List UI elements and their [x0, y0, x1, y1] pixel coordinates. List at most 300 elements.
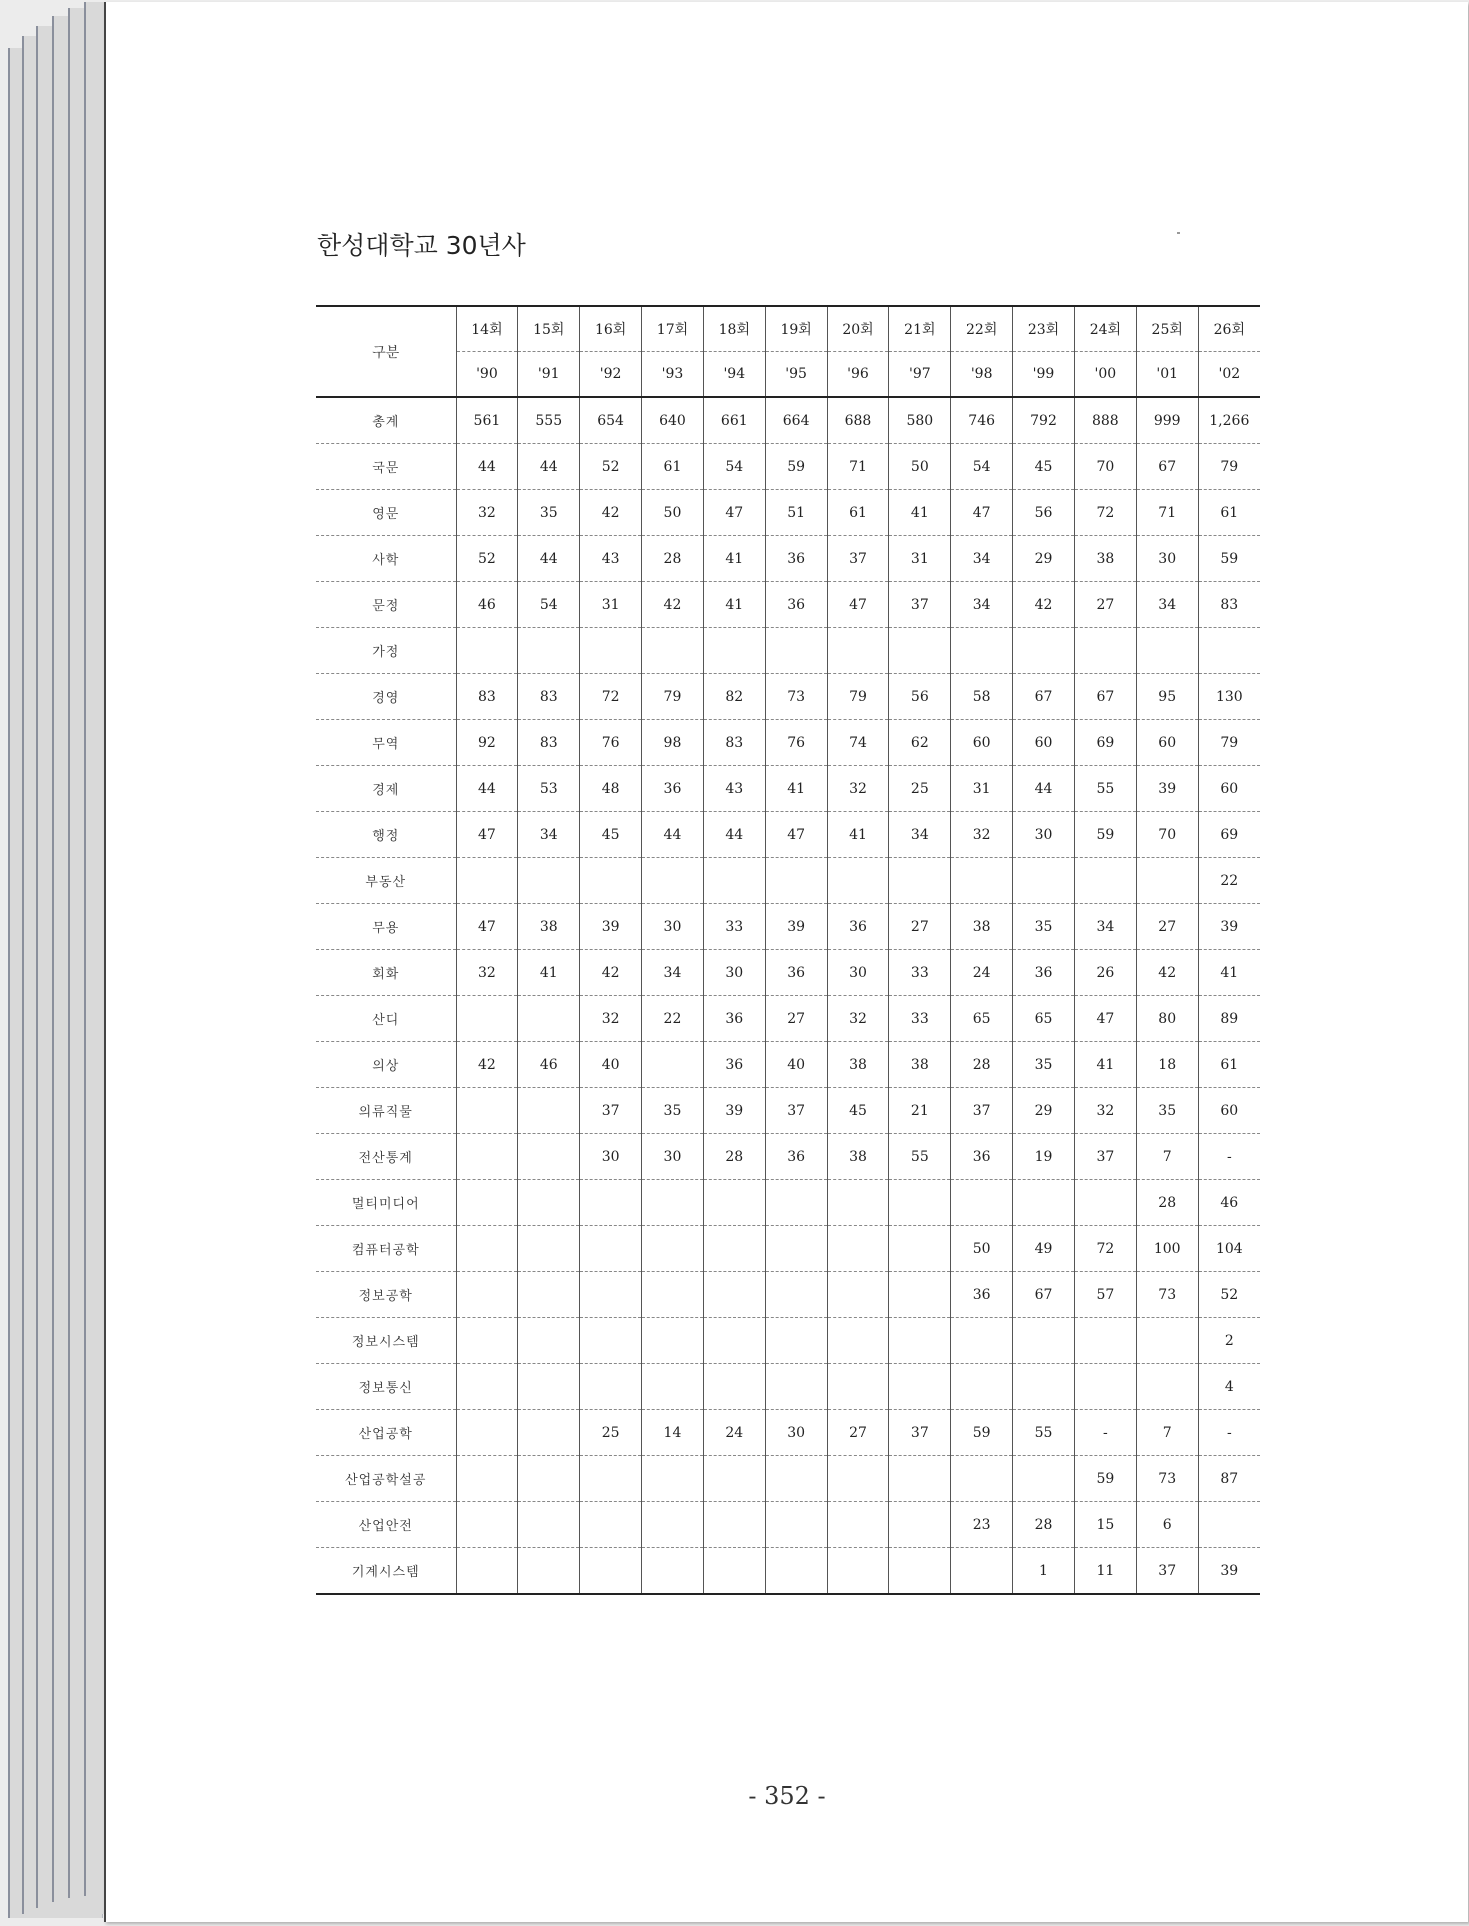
row-label: 무역: [316, 720, 456, 766]
table-cell: 60: [1136, 720, 1198, 766]
year-header: '98: [951, 352, 1013, 398]
table-row: [316, 950, 1260, 996]
table-cell: 28: [951, 1042, 1013, 1088]
table-cell: 33: [889, 950, 951, 996]
table-cell: 28: [703, 1134, 765, 1180]
table-cell: 76: [580, 720, 642, 766]
table-cell: 35: [1013, 1042, 1075, 1088]
table-cell: 38: [1074, 536, 1136, 582]
table-cell: [1198, 628, 1260, 674]
table-cell: 71: [1136, 490, 1198, 536]
table-cell: [518, 1134, 580, 1180]
row-label: 기계시스템: [316, 1548, 456, 1595]
table-cell: 41: [518, 950, 580, 996]
table-cell: [456, 628, 518, 674]
table-cell: [1013, 1180, 1075, 1226]
table-cell: [889, 628, 951, 674]
table-cell: 45: [580, 812, 642, 858]
session-header: 25회: [1136, 306, 1198, 352]
table-cell: [580, 1502, 642, 1548]
table-cell: [1074, 1364, 1136, 1410]
table-cell: 57: [1074, 1272, 1136, 1318]
table-cell: 69: [1198, 812, 1260, 858]
table-cell: [703, 1456, 765, 1502]
table-cell: 7: [1136, 1410, 1198, 1456]
table-cell: [642, 1318, 704, 1364]
row-label: 의류직물: [316, 1088, 456, 1134]
table-cell: [642, 858, 704, 904]
table-cell: 654: [580, 397, 642, 444]
table-cell: 22: [1198, 858, 1260, 904]
table-cell: [1074, 628, 1136, 674]
table-cell: 59: [1074, 812, 1136, 858]
table-cell: 33: [703, 904, 765, 950]
table-cell: [889, 1226, 951, 1272]
table-cell: [456, 1364, 518, 1410]
table-cell: 60: [1013, 720, 1075, 766]
running-title: 한성대학교 30년사: [317, 231, 526, 260]
table-cell: [580, 1548, 642, 1595]
table-cell: 28: [642, 536, 704, 582]
row-label: 부동산: [316, 858, 456, 904]
table-cell: 27: [765, 996, 827, 1042]
table-cell: [580, 1226, 642, 1272]
session-header: 24회: [1074, 306, 1136, 352]
table-row: [316, 674, 1260, 720]
row-label: 멀티미디어: [316, 1180, 456, 1226]
table-cell: [765, 1180, 827, 1226]
table-cell: 44: [1013, 766, 1075, 812]
row-label: 경제: [316, 766, 456, 812]
table-cell: [951, 858, 1013, 904]
table-cell: [1136, 1364, 1198, 1410]
table-cell: [1074, 1318, 1136, 1364]
table-cell: 59: [765, 444, 827, 490]
table-cell: 36: [642, 766, 704, 812]
table-cell: 62: [889, 720, 951, 766]
table-cell: [518, 1088, 580, 1134]
table-cell: [1013, 858, 1075, 904]
table-cell: 38: [827, 1134, 889, 1180]
year-header: '97: [889, 352, 951, 398]
table-cell: 83: [1198, 582, 1260, 628]
table-cell: 41: [889, 490, 951, 536]
table-cell: 39: [580, 904, 642, 950]
table-cell: [642, 1180, 704, 1226]
table-cell: 47: [765, 812, 827, 858]
row-label: 정보공학: [316, 1272, 456, 1318]
table-cell: [456, 1226, 518, 1272]
table-row: [316, 628, 1260, 674]
table-cell: 59: [1198, 536, 1260, 582]
table-cell: 37: [1074, 1134, 1136, 1180]
table-cell: 37: [1136, 1548, 1198, 1595]
table-cell: 42: [580, 490, 642, 536]
table-cell: 30: [827, 950, 889, 996]
year-header: '95: [765, 352, 827, 398]
table-cell: [827, 1272, 889, 1318]
table-cell: [827, 1180, 889, 1226]
table-cell: 27: [1136, 904, 1198, 950]
table-cell: 25: [580, 1410, 642, 1456]
table-cell: 48: [580, 766, 642, 812]
table-cell: 999: [1136, 397, 1198, 444]
table-cell: 83: [518, 674, 580, 720]
table-cell: [456, 1272, 518, 1318]
table-cell: 40: [580, 1042, 642, 1088]
row-label: 영문: [316, 490, 456, 536]
row-label: 사학: [316, 536, 456, 582]
table-cell: 36: [951, 1134, 1013, 1180]
table-cell: 45: [1013, 444, 1075, 490]
table-cell: [580, 628, 642, 674]
row-label: 산업공학: [316, 1410, 456, 1456]
table-cell: 55: [889, 1134, 951, 1180]
table-cell: 746: [951, 397, 1013, 444]
table-cell: [889, 1502, 951, 1548]
session-header: 20회: [827, 306, 889, 352]
table-cell: [518, 1272, 580, 1318]
table-cell: 38: [889, 1042, 951, 1088]
row-label: 산업안전: [316, 1502, 456, 1548]
table-cell: [827, 1502, 889, 1548]
table-cell: 40: [765, 1042, 827, 1088]
table-cell: 61: [827, 490, 889, 536]
table-cell: 50: [951, 1226, 1013, 1272]
table-cell: 65: [1013, 996, 1075, 1042]
row-label: 의상: [316, 1042, 456, 1088]
table-row: [316, 1318, 1260, 1364]
table-cell: [456, 996, 518, 1042]
table-cell: 22: [642, 996, 704, 1042]
table-cell: 60: [1198, 1088, 1260, 1134]
table-cell: 2: [1198, 1318, 1260, 1364]
table-cell: [642, 1042, 704, 1088]
table-row: [316, 1088, 1260, 1134]
table-cell: 661: [703, 397, 765, 444]
table-cell: [518, 1364, 580, 1410]
table-cell: [703, 858, 765, 904]
table-cell: 47: [1074, 996, 1136, 1042]
table-cell: [642, 628, 704, 674]
table-cell: 72: [1074, 490, 1136, 536]
table-cell: 74: [827, 720, 889, 766]
table-cell: 32: [951, 812, 1013, 858]
table-cell: [827, 628, 889, 674]
table-cell: [889, 1456, 951, 1502]
table-cell: 82: [703, 674, 765, 720]
table-cell: 1,266: [1198, 397, 1260, 444]
table-cell: 53: [518, 766, 580, 812]
table-cell: 36: [951, 1272, 1013, 1318]
table-cell: 39: [1198, 904, 1260, 950]
table-cell: [1013, 1318, 1075, 1364]
table-cell: 73: [765, 674, 827, 720]
table-cell: 11: [1074, 1548, 1136, 1595]
table-cell: 36: [827, 904, 889, 950]
table-cell: [642, 1548, 704, 1595]
table-row: [316, 904, 1260, 950]
session-header-row: [316, 306, 1260, 352]
table-cell: 56: [889, 674, 951, 720]
table-cell: 71: [827, 444, 889, 490]
year-header: '92: [580, 352, 642, 398]
table-cell: 35: [1013, 904, 1075, 950]
table-cell: [1136, 1318, 1198, 1364]
row-label: 총계: [316, 397, 456, 444]
table-cell: 67: [1013, 1272, 1075, 1318]
table-cell: 36: [703, 1042, 765, 1088]
table-cell: [765, 1456, 827, 1502]
table-cell: 87: [1198, 1456, 1260, 1502]
table-cell: 24: [703, 1410, 765, 1456]
table-cell: 34: [1074, 904, 1136, 950]
table-cell: [703, 1548, 765, 1595]
table-cell: 83: [456, 674, 518, 720]
table-cell: 664: [765, 397, 827, 444]
table-cell: 83: [703, 720, 765, 766]
table-cell: 39: [765, 904, 827, 950]
table-cell: [951, 1548, 1013, 1595]
table-cell: 60: [1198, 766, 1260, 812]
table-cell: -: [1074, 1410, 1136, 1456]
row-label: 산디: [316, 996, 456, 1042]
table-cell: 45: [827, 1088, 889, 1134]
table-cell: 55: [1013, 1410, 1075, 1456]
table-cell: 6: [1136, 1502, 1198, 1548]
table-cell: 73: [1136, 1272, 1198, 1318]
table-cell: [703, 1364, 765, 1410]
table-cell: -: [1198, 1134, 1260, 1180]
table-cell: 51: [765, 490, 827, 536]
table-row: [316, 1548, 1260, 1595]
table-body: [316, 397, 1260, 1594]
row-label: 정보시스템: [316, 1318, 456, 1364]
table-cell: 30: [703, 950, 765, 996]
table-cell: 79: [827, 674, 889, 720]
table-cell: [456, 1456, 518, 1502]
table-cell: [1013, 628, 1075, 674]
table-cell: 41: [1198, 950, 1260, 996]
table-cell: 35: [1136, 1088, 1198, 1134]
table-cell: 67: [1013, 674, 1075, 720]
table-cell: 39: [1136, 766, 1198, 812]
session-header: 26회: [1198, 306, 1260, 352]
table-cell: 555: [518, 397, 580, 444]
table-cell: 67: [1074, 674, 1136, 720]
table-cell: [827, 1226, 889, 1272]
table-cell: 30: [1136, 536, 1198, 582]
table-cell: 73: [1136, 1456, 1198, 1502]
session-header: 22회: [951, 306, 1013, 352]
table-cell: [518, 1226, 580, 1272]
table-row: [316, 720, 1260, 766]
table-cell: [456, 1134, 518, 1180]
table-row: [316, 1364, 1260, 1410]
table-cell: 55: [1074, 766, 1136, 812]
table-cell: 14: [642, 1410, 704, 1456]
table-cell: 7: [1136, 1134, 1198, 1180]
table-row: [316, 1134, 1260, 1180]
table-cell: 41: [827, 812, 889, 858]
table-cell: [703, 1318, 765, 1364]
year-header: '91: [518, 352, 580, 398]
table-cell: 65: [951, 996, 1013, 1042]
session-header: 18회: [703, 306, 765, 352]
table-cell: 36: [765, 536, 827, 582]
table-cell: [518, 1410, 580, 1456]
row-label: 행정: [316, 812, 456, 858]
table-cell: 52: [580, 444, 642, 490]
table-cell: [765, 1226, 827, 1272]
table-cell: 19: [1013, 1134, 1075, 1180]
year-header: '94: [703, 352, 765, 398]
table-cell: 30: [642, 1134, 704, 1180]
table-cell: [951, 1364, 1013, 1410]
table-cell: [518, 628, 580, 674]
table-cell: 47: [827, 582, 889, 628]
table-cell: 32: [827, 766, 889, 812]
table-cell: 72: [1074, 1226, 1136, 1272]
table-cell: [765, 1318, 827, 1364]
table-cell: 18: [1136, 1042, 1198, 1088]
table-cell: 4: [1198, 1364, 1260, 1410]
table-cell: 42: [1013, 582, 1075, 628]
corner-label: 구분: [316, 306, 456, 397]
row-label: 정보통신: [316, 1364, 456, 1410]
table-cell: 130: [1198, 674, 1260, 720]
table-cell: [456, 1318, 518, 1364]
table-cell: 70: [1136, 812, 1198, 858]
table-cell: 79: [1198, 720, 1260, 766]
table-cell: [456, 1088, 518, 1134]
table-cell: 30: [642, 904, 704, 950]
table-row: [316, 1410, 1260, 1456]
table-cell: [827, 1364, 889, 1410]
table-cell: 31: [951, 766, 1013, 812]
table-cell: 46: [518, 1042, 580, 1088]
session-header: 19회: [765, 306, 827, 352]
table-cell: [703, 1180, 765, 1226]
table-cell: 44: [456, 766, 518, 812]
table-cell: 100: [1136, 1226, 1198, 1272]
year-header: '93: [642, 352, 704, 398]
table-cell: 29: [1013, 1088, 1075, 1134]
table-cell: 36: [703, 996, 765, 1042]
table-cell: 27: [889, 904, 951, 950]
session-header: 21회: [889, 306, 951, 352]
table-cell: 28: [1136, 1180, 1198, 1226]
table-cell: 31: [889, 536, 951, 582]
table-cell: 46: [456, 582, 518, 628]
table-cell: 92: [456, 720, 518, 766]
table-cell: 72: [580, 674, 642, 720]
table-cell: 36: [765, 582, 827, 628]
table-cell: [703, 628, 765, 674]
table-row: [316, 996, 1260, 1042]
table-cell: [456, 858, 518, 904]
table-cell: 38: [518, 904, 580, 950]
table-cell: [1013, 1456, 1075, 1502]
scan-speck: [1177, 232, 1180, 234]
table-cell: 43: [703, 766, 765, 812]
table-cell: 34: [951, 536, 1013, 582]
table-cell: [765, 1502, 827, 1548]
table-cell: 44: [642, 812, 704, 858]
table-row: [316, 1226, 1260, 1272]
row-label: 무용: [316, 904, 456, 950]
table-cell: 888: [1074, 397, 1136, 444]
table-cell: 54: [703, 444, 765, 490]
table-cell: [642, 1364, 704, 1410]
table-cell: [889, 1318, 951, 1364]
table-cell: [642, 1502, 704, 1548]
table-cell: [951, 628, 1013, 674]
table-cell: 98: [642, 720, 704, 766]
table-row: [316, 858, 1260, 904]
table-cell: [889, 1548, 951, 1595]
table-row: [316, 397, 1260, 444]
table-cell: [642, 1456, 704, 1502]
table-cell: [951, 1180, 1013, 1226]
table-cell: 29: [1013, 536, 1075, 582]
row-label: 국문: [316, 444, 456, 490]
year-header: '90: [456, 352, 518, 398]
table-cell: [642, 1226, 704, 1272]
table-cell: 37: [889, 1410, 951, 1456]
table-cell: 47: [951, 490, 1013, 536]
table-cell: [827, 1456, 889, 1502]
table-cell: 37: [827, 536, 889, 582]
session-header: 23회: [1013, 306, 1075, 352]
table-cell: 33: [889, 996, 951, 1042]
row-label: 회화: [316, 950, 456, 996]
table-cell: [518, 1180, 580, 1226]
table-row: [316, 1042, 1260, 1088]
table-cell: 23: [951, 1502, 1013, 1548]
year-header-row: [316, 352, 1260, 398]
table-cell: 580: [889, 397, 951, 444]
page-number: - 352 -: [748, 1782, 826, 1810]
table-cell: 34: [889, 812, 951, 858]
table-cell: 83: [518, 720, 580, 766]
table-row: [316, 1502, 1260, 1548]
table-cell: [580, 1180, 642, 1226]
table-cell: 41: [703, 536, 765, 582]
table-cell: 95: [1136, 674, 1198, 720]
session-header: 14회: [456, 306, 518, 352]
table-cell: 70: [1074, 444, 1136, 490]
table-cell: 42: [456, 1042, 518, 1088]
table-cell: [1198, 1502, 1260, 1548]
table-cell: 41: [765, 766, 827, 812]
table-cell: 34: [518, 812, 580, 858]
row-label: 산업공학설공: [316, 1456, 456, 1502]
table-row: [316, 1180, 1260, 1226]
table-row: [316, 536, 1260, 582]
row-label: 컴퓨터공학: [316, 1226, 456, 1272]
table-cell: 30: [765, 1410, 827, 1456]
table-cell: [518, 1502, 580, 1548]
table-cell: 32: [827, 996, 889, 1042]
table-cell: [1136, 628, 1198, 674]
table-cell: 61: [1198, 1042, 1260, 1088]
table-row: [316, 582, 1260, 628]
table-cell: [580, 858, 642, 904]
table-cell: [1136, 858, 1198, 904]
table-cell: 32: [1074, 1088, 1136, 1134]
table-cell: [456, 1502, 518, 1548]
